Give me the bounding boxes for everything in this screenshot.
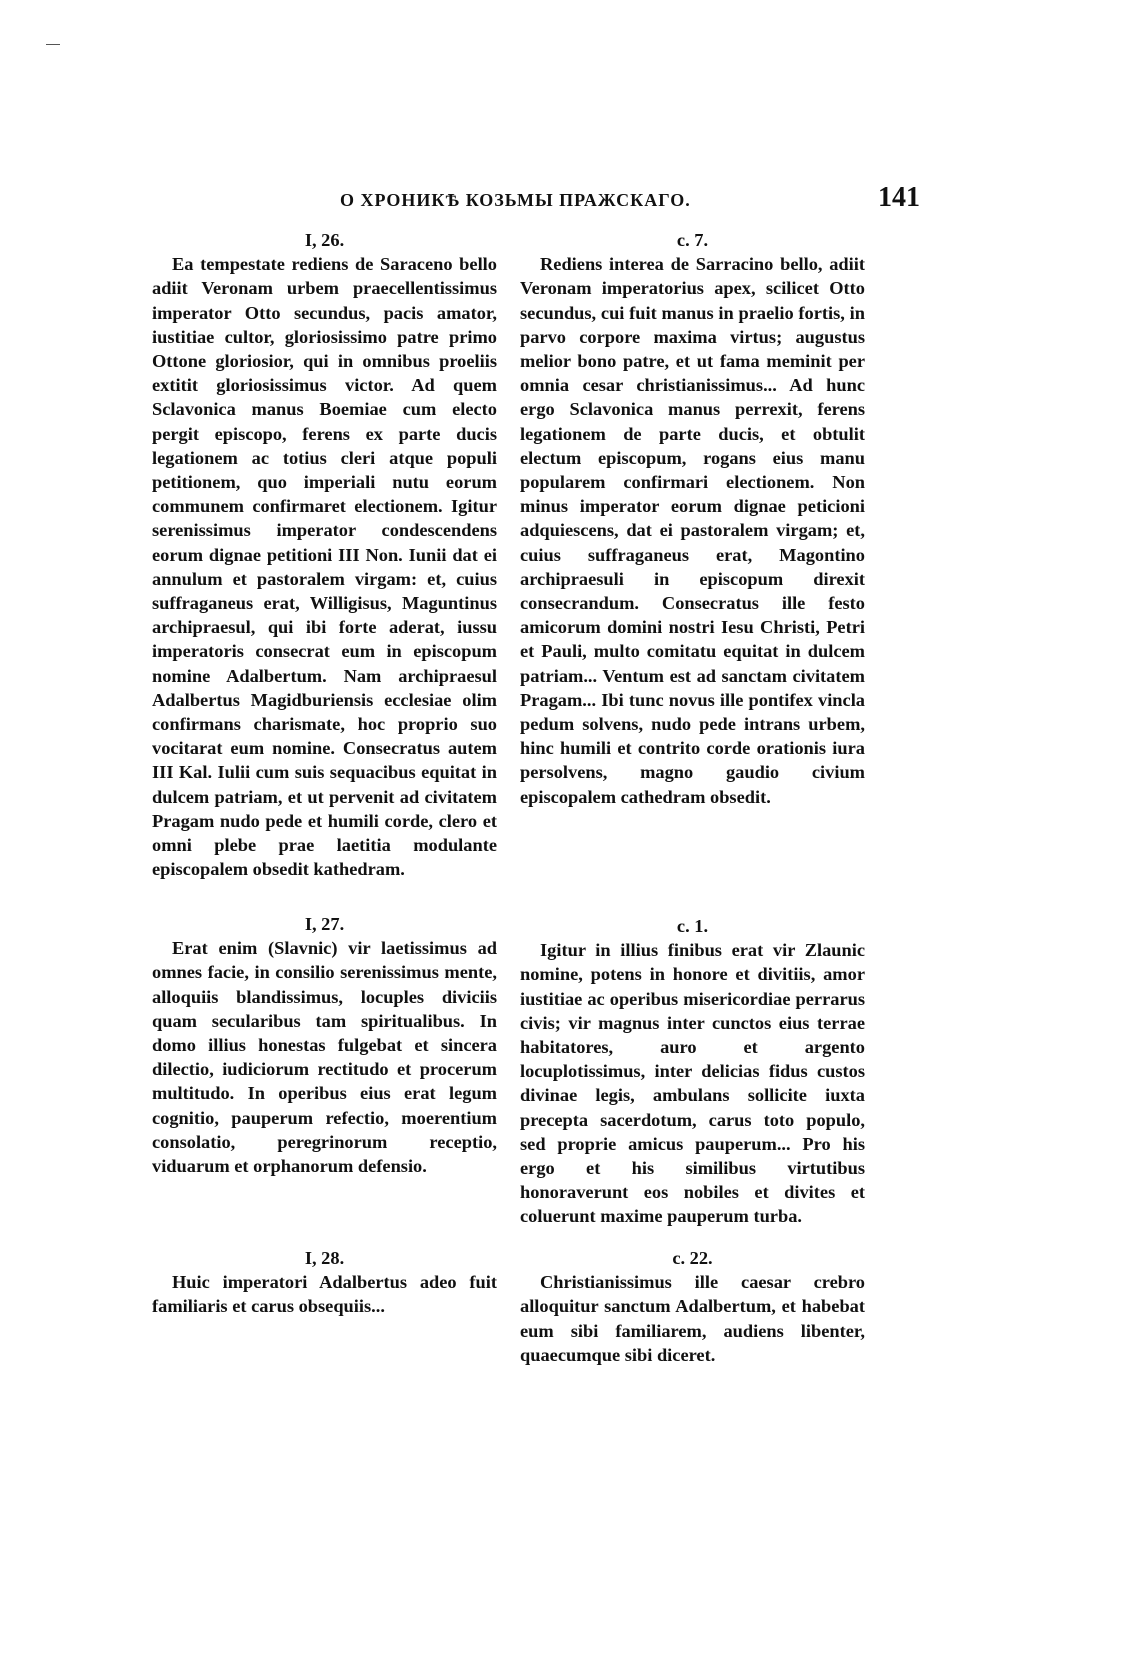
margin-mark-top	[46, 44, 60, 45]
running-title: О ХРОНИКѢ КОЗЬМЫ ПРАЖСКАГО.	[340, 190, 691, 210]
left-column-section-3	[152, 1246, 497, 1319]
right-column-section-1	[520, 228, 865, 809]
left-column-section-2	[152, 912, 497, 1178]
page-number: 141	[878, 182, 920, 213]
right-text-3: Christianissimus ille caesar crebro alloquitur sanctum Adalbertum, et habebat eum sibi familiarem, audiens libenter, quaecumque sibi diceret.	[520, 1272, 865, 1365]
right-column-section-3	[520, 1246, 865, 1367]
left-column-section-1	[152, 228, 497, 881]
left-text-1: Ea tempestate rediens de Saraceno bello adiit Veronam urbem praecellentissimus imperator Otto secundus, pacis amator, iustitiae cultor, gloriosissimo patre primo Ottone gloriosior, qui in omnibus proeliis extitit gloriosissimus victor. Ad quem Sclavonica manus Boemiae cum electo pergit episcopo, ferens ex parte ducis legationem ac totius cleri atque populi petitionem, quo imperiali nutu eorum communem confirmaret electionem. Igitur serenissimus imperator condescendens eorum dignae petitioni III Non. Iunii dat ei annulum et pastoralem virgam: et, cuius suffraganeus erat, Willigisus, Maguntinus archipraesul, qui ibi forte aderat, iussu imperatoris consecrat eum in episcopum nomine Adalbertum. Nam archipraesul Adalbertus Magidburiensis ecclesiae olim confirmans charismate, hoc proprio suo vocitarat eum nomine. Consecratus autem III Kal. Iulii cum suis sequacibus equitat in dulcem patriam, et ut pervenit ad civitatem Pragam nudo pede et humili corde, clero et omni plebe prae laetitia modulante episcopalem obsedit kathedram.	[152, 254, 497, 880]
page-header	[150, 182, 920, 222]
left-text-2: Erat enim (Slavnic) vir laetissimus ad omnes facie, in consilio serenissimus mente, alloquiis blandissimus, locuples diviciis quam secularibus tam spiritualibus. In domo illius honestas fulgebat et sincera dilectio, iudiciorum rectitudo et procerum multitudo. In operibus eius erat legum cognitio, pauperum refectio, moerentium consolatio, peregrinorum receptio, viduarum et orphanorum defensio.	[152, 938, 497, 1177]
right-column-section-2	[520, 914, 865, 1229]
left-ref-1: I, 26.	[304, 230, 345, 250]
right-text-1: Rediens interea de Sarracino bello, adiit Veronam imperatorius apex, scilicet Otto secundus, cui fuit manus in praelio fortis, in parvo corpore maxima virtus; augustus melior bono patre, et ut fama meminit per omnia cesar christianissimus... Ad hunc ergo Sclavonica manus perrexit, ferens legationem de parte ducis, et obtulit electum episcopum, rogans eius manu popularem confirmari electionem. Non minus imperator eorum dignae peticioni adquiescens, dat ei pastoralem virgam; et, cuius suffraganeus erat, Magontino archipraesuli in episcopum direxit consecrandum. Consecratus ille festo amicorum domini nostri Iesu Christi, Petri et Pauli, multo comitatu equitat in dulcem patriam... Ventum est ad sanctam civitatem Pragam... Ibi tunc novus ille pontifex vincla pedum solvens, nudo pede intrans urbem, hinc humili et contrito corde orationis iura persolvens, magno gaudio civium episcopalem cathedram obsedit.	[520, 254, 865, 807]
right-ref-1: c. 7.	[676, 230, 709, 250]
right-text-2: Igitur in illius finibus erat vir Zlaunic nomine, potens in honore et divitiis, amor iustitiae ac operibus misericordiae perrarus civis; vir magnus inter cunctos eius terrae habitatores, auro et argento locuplotissimus, inter delicias fidus custos divinae legis, ambulans sollicite iuxta precepta sacerdotum, carus toto populo, sed proprie amicus pauperum... Pro his ergo et his similibus virtutibus honoraverunt eos nobiles et divites et coluerunt maxime pauperum turba.	[520, 940, 865, 1227]
left-ref-3: I, 28.	[304, 1248, 345, 1268]
left-text-3: Huic imperatori Adalbertus adeo fuit familiaris et carus obsequiis...	[152, 1272, 497, 1317]
right-ref-2: c. 1.	[676, 916, 709, 936]
right-ref-3: c. 22.	[672, 1248, 713, 1268]
left-ref-2: I, 27.	[304, 914, 345, 934]
